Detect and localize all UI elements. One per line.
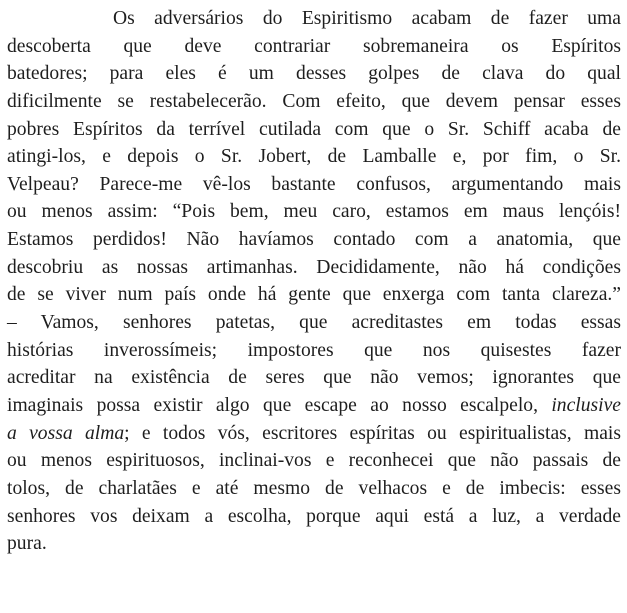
text-line: Estamos perdidos! Não havíamos contado com a anatomia, que	[7, 229, 621, 251]
text-line: batedores; para eles é um desses golpes de clava do qual	[7, 63, 621, 85]
text-line-with-italic	[7, 420, 621, 448]
italic-phrase: inclusive	[551, 394, 621, 416]
text-line: descoberta que deve contrariar sobremaneira os Espíritos	[7, 35, 621, 57]
body-paragraph	[7, 5, 621, 558]
text-line: dificilmente se restabelecerão. Com efeito, que devem pensar esses	[7, 90, 621, 112]
text-line: ou menos assim: “Pois bem, meu caro, estamos em maus lençóis!	[7, 201, 621, 223]
text-line: Velpeau? Parece-me vê-los bastante confusos, argumentando mais	[7, 173, 621, 195]
text-line: senhores vos deixam a escolha, porque aqui está a luz, a verdade	[7, 505, 621, 527]
text-line: pobres Espíritos da terrível cutilada com que o Sr. Schiff acaba de	[7, 118, 621, 140]
text-line: pura.	[7, 533, 47, 555]
text-line: ou menos espirituosos, inclinai-vos e reconhecei que não passais de	[7, 450, 621, 472]
text-line: descobriu as nossas artimanhas. Decididamente, não há condições	[7, 256, 621, 278]
text-segment: ; e todos vós, escritores espíritas ou espiritualistas, mais	[124, 422, 621, 444]
text-line: – Vamos, senhores patetas, que acreditastes em todas essas	[7, 312, 621, 334]
text-line: tolos, de charlatães e até mesmo de velhacos e de imbecis: esses	[7, 477, 621, 499]
text-line-with-italic	[7, 392, 621, 420]
text-line: atingi-los, e depois o Sr. Jobert, de Lamballe e, por fim, o Sr.	[7, 146, 621, 168]
italic-phrase: a vossa alma	[7, 422, 125, 444]
text-line: histórias inverossímeis; impostores que nos quisestes fazer	[7, 339, 621, 361]
text-segment: imaginais possa existir algo que escape ao nosso escalpelo,	[7, 394, 552, 416]
text-line: Os adversários do Espiritismo acabam de fazer uma	[113, 8, 621, 29]
text-line: acreditar na existência de seres que não vemos; ignorantes que	[7, 367, 621, 389]
text-line: de se viver num país onde há gente que enxerga com tanta clareza.”	[7, 284, 621, 306]
